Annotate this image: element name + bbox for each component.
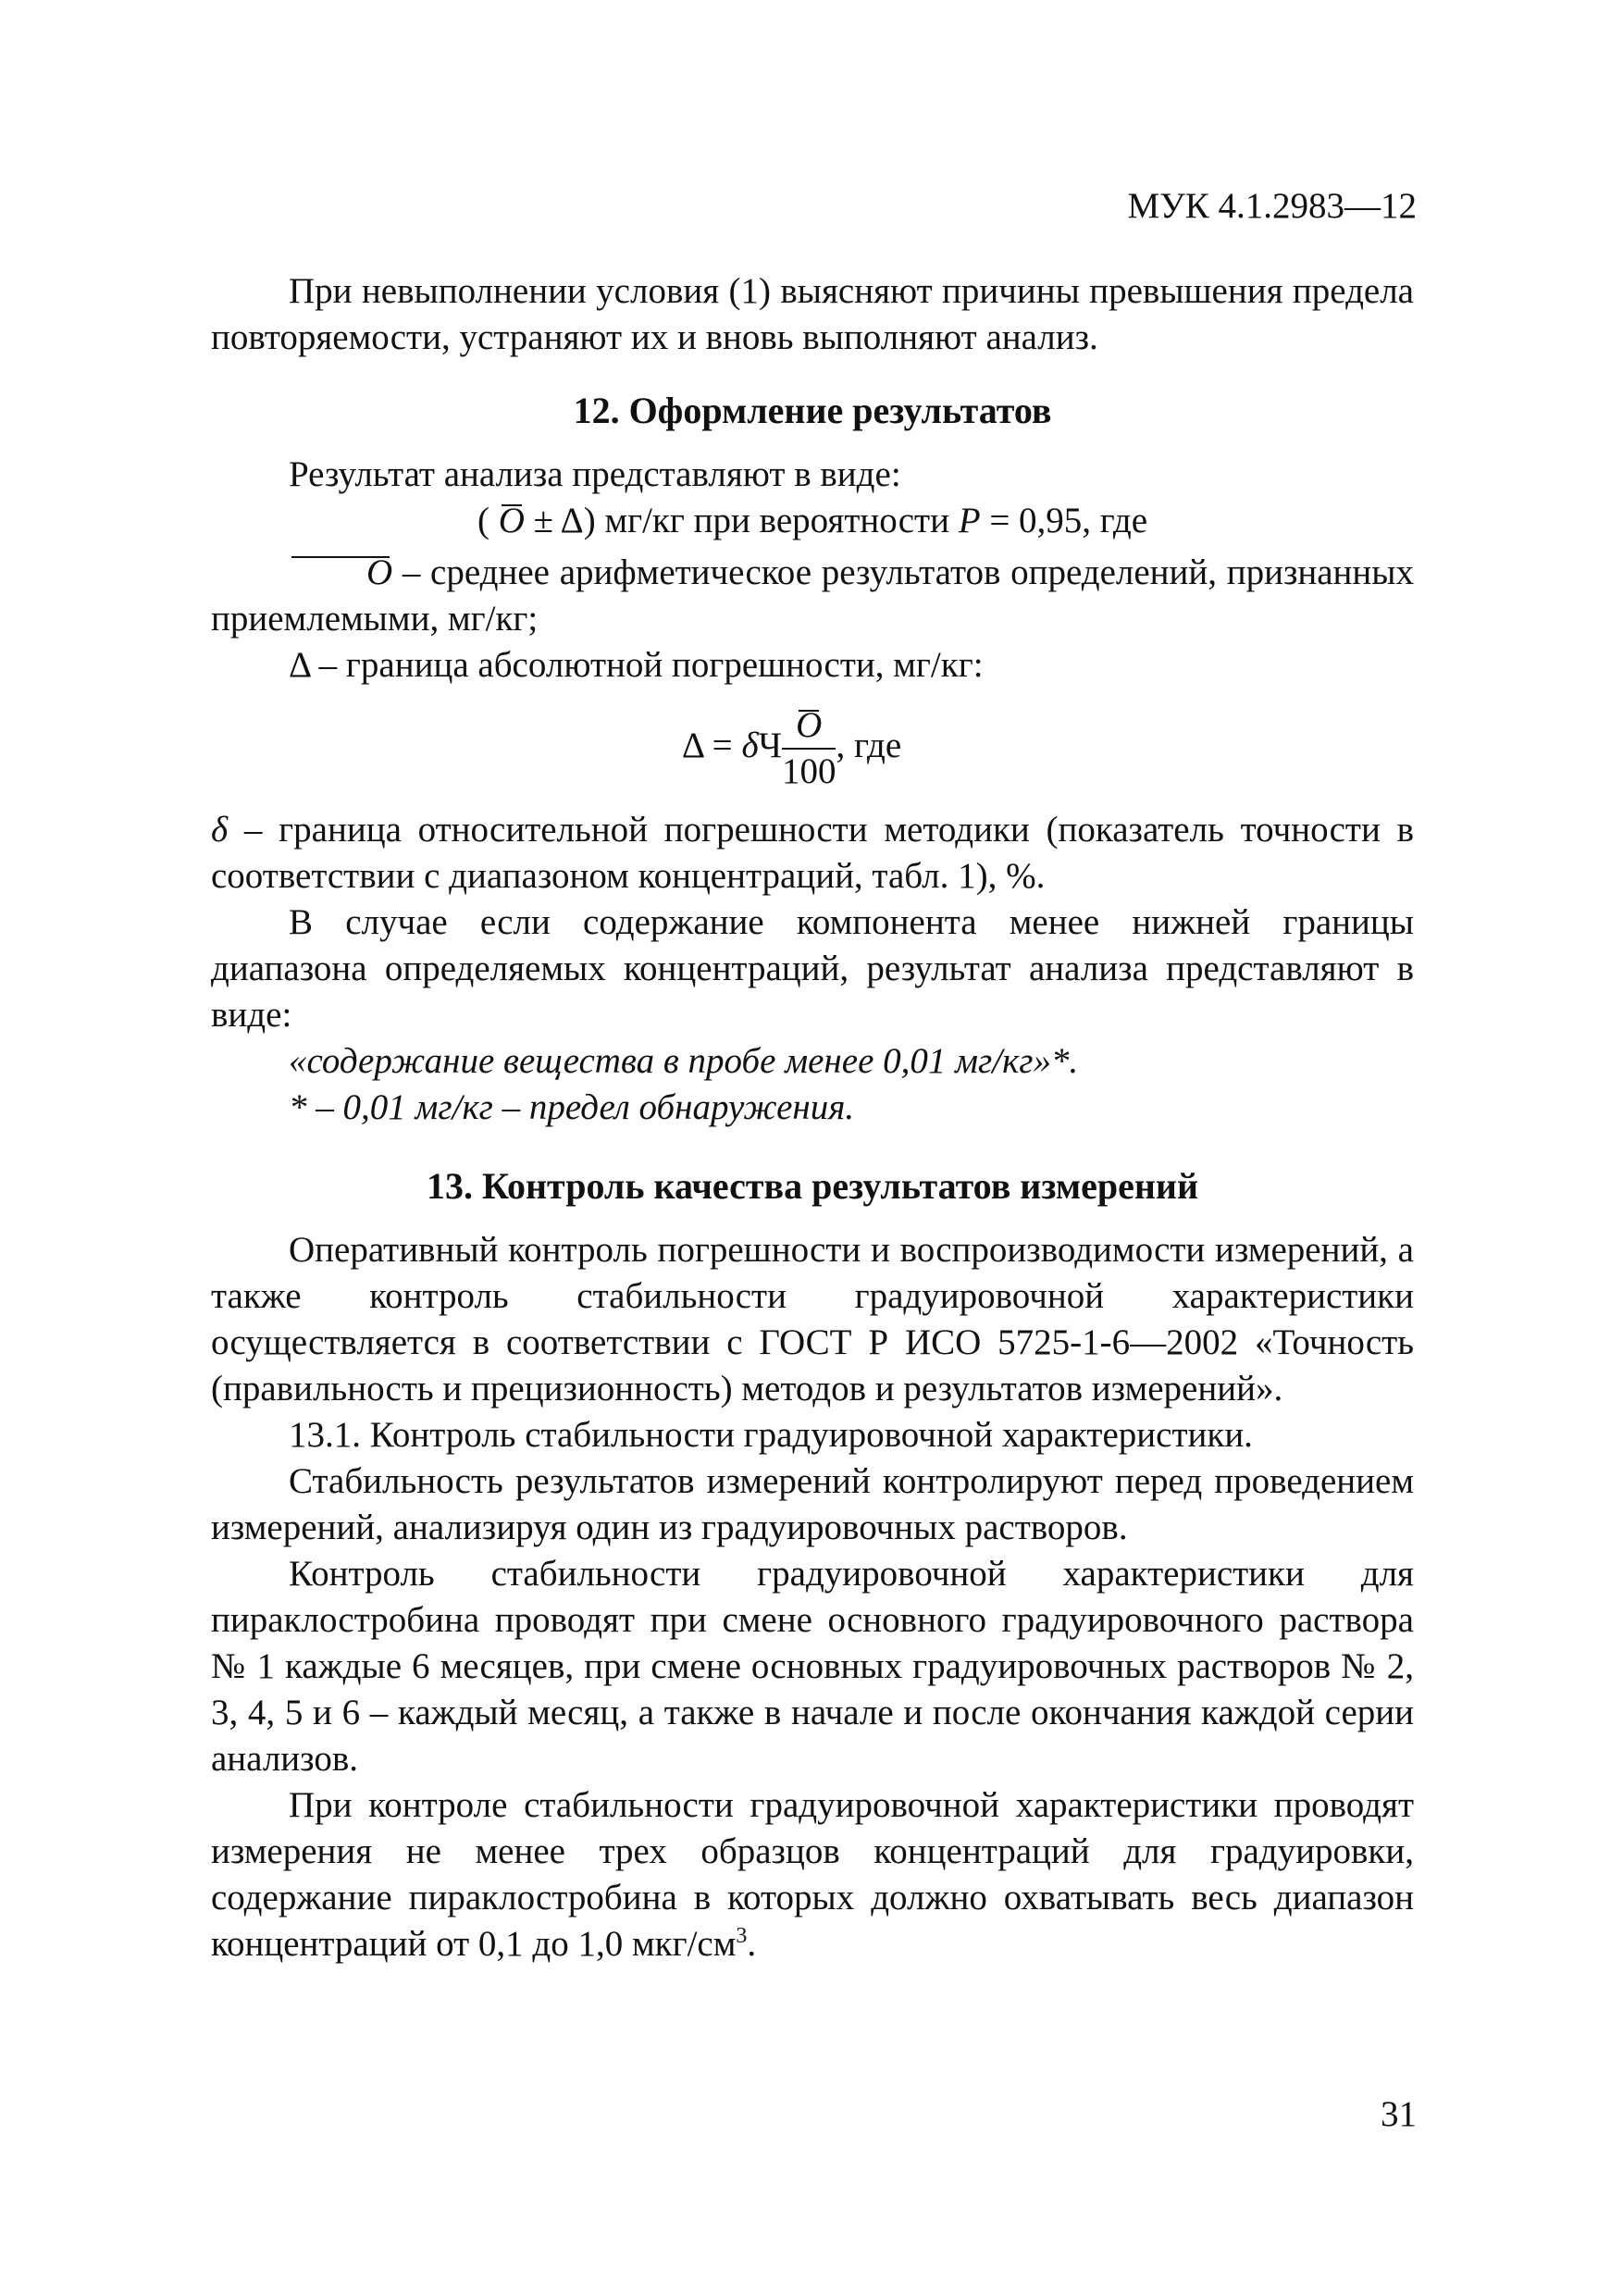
mean-symbol: О (498, 501, 525, 540)
calibration-control-paragraph: Контроль стабильности градуировочной характеристики для пираклостробина проводят при смене основного градуировочного раствора № 1 каждые 6 месяцев, при смене основных градуировочных растворов № 2, 3, 4, 5 и 6 – каждый месяц, а также в начале и после окончания каждой серии анализов. (211, 1554, 1414, 1779)
detection-limit-footnote: * – 0,01 мг/кг – предел обнаружения. (289, 1087, 855, 1127)
below-limit-paragraph: В случае если содержание компонента менее нижней границы диапазона определяемых концентраций, результат анализа представляют в виде: (211, 902, 1414, 1035)
operational-control-paragraph: Оперативный контроль погрешности и воспроизводимости измерений, а также контроль стабильности градуировочной характеристики осуществляется в соответствии с ГОСТ Р ИСО 5725-1-6—2002 «Точность (правильность и прецизионность) методов и результатов измерений». (211, 1230, 1414, 1409)
section-13-title: 13. Контроль качества результатов измерений (427, 1165, 1198, 1207)
document-code-header: МУК 4.1.2983—12 (1127, 186, 1417, 226)
delta-formula (211, 698, 1414, 800)
intro-paragraph: При невыполнении условия (1) выясняют причины превышения предела повторяемости, устраняют их и вновь выполняют анализ. (211, 271, 1414, 357)
relative-error-symbol: δ (211, 810, 229, 850)
delta-formula-lhs: Δ = (682, 725, 742, 765)
fraction (782, 703, 836, 794)
result-lead-paragraph: Результат анализа представляют в виде: (289, 454, 901, 494)
section-12-title: 12. Оформление результатов (573, 390, 1052, 431)
mean-definition (211, 550, 1414, 642)
cubic-superscript: 3 (736, 1924, 748, 1948)
mean-definition-text: – среднее арифметическое результатов определений, признанных приемлемыми, мг/кг; (211, 552, 1414, 639)
stability-paragraph: Стабильность результатов измерений контролируют перед проведением измерений, анализируя один из градуировочных растворов. (211, 1461, 1414, 1547)
result-formula (211, 498, 1414, 544)
page-content (211, 268, 1414, 1967)
subsection-13-1: 13.1. Контроль стабильности градуировочной характеристики. (289, 1415, 1253, 1455)
sentence-end: . (747, 1924, 757, 1964)
page-number: 31 (1381, 2094, 1417, 2134)
relative-error-symbol: δ (741, 725, 759, 765)
formula-open-paren: ( (477, 501, 499, 540)
mean-symbol: О (796, 705, 823, 745)
probability-variable: P (958, 501, 981, 540)
relative-error-text: – граница относительной погрешности методики (показатель точности в соответствии с диапазоном концентраций, табл. 1), %. (211, 810, 1414, 896)
formula-body: ± Δ) мг/кг при вероятности (524, 501, 959, 540)
calibration-samples-text: При контроле стабильности градуировочной характеристики проводят измерения не менее трех образцов концентраций для градуировки, содержание пираклостробина в которых должно охватывать весь диапазон концентраций от 0,1 до 1,0 мкг/см (211, 1785, 1414, 1964)
calibration-samples-paragraph (211, 1782, 1414, 1967)
formula-tail: , где (836, 725, 902, 765)
fraction-denominator: 100 (781, 751, 836, 791)
relative-error-definition (211, 807, 1414, 900)
multiplication-sign: Ч (758, 725, 782, 765)
result-quote: «содержание вещества в пробе менее 0,01 мг/кг»*. (289, 1041, 1079, 1081)
delta-definition: Δ – граница абсолютной погрешности, мг/кг: (289, 645, 984, 685)
mean-symbol: О (289, 550, 392, 596)
probability-value: = 0,95, где (980, 501, 1148, 540)
